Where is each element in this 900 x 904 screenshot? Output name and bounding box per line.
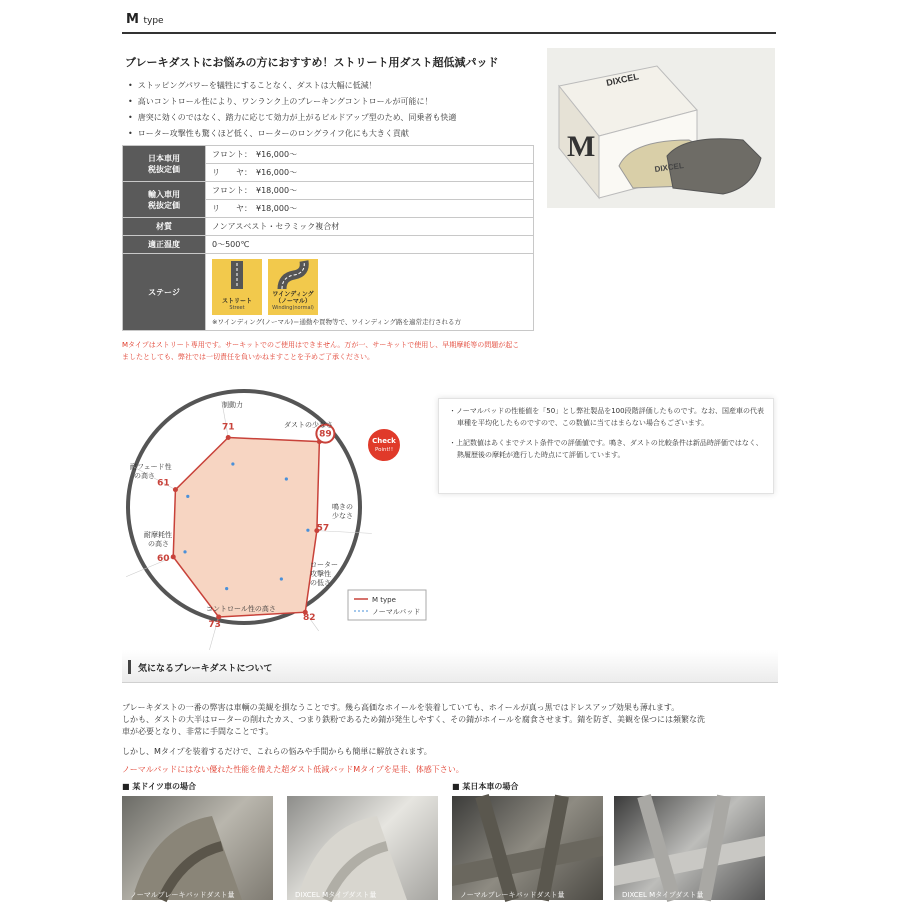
photo-caption: DIXCEL Mタイプダスト量 <box>622 891 704 899</box>
normal-point <box>280 577 283 580</box>
stage-winding-label: ワインディング （ノーマル） <box>272 291 314 305</box>
section-dust-title: 気になるブレーキダストについて <box>138 664 273 674</box>
photo-caption: ノーマルブレーキパッドダスト量 <box>460 891 565 899</box>
stage-winding-badge <box>268 259 318 315</box>
m-type-value-label: 89 <box>319 429 332 440</box>
stage-winding-en: Winding(normal) <box>272 305 314 311</box>
dust-explanation <box>122 702 778 776</box>
jp-front-price: フロント： ¥16,000～ <box>206 146 534 164</box>
chart-legend <box>348 590 426 620</box>
normal-point <box>231 462 234 465</box>
feature-item: • 高いコントロール性により、ワンランク上のブレーキングコントロールが可能に！ <box>128 94 456 110</box>
import-front-price: フロント： ¥18,000～ <box>206 182 534 200</box>
wheel-photo-german-normal <box>122 796 273 900</box>
note-item: ・上記数値はあくまでテスト条件での評価値です。鳴き、ダストの比較条件は新品時評価ではなく、熱履歴後の摩耗が進行した時点にて評価しています。 <box>449 439 763 459</box>
wheel-photo-japanese-mtype <box>614 796 765 900</box>
title-main: M <box>126 12 139 27</box>
wheel-photo-japanese-normal <box>452 796 603 900</box>
jp-price-header: 日本車用 税抜定価 <box>123 146 206 182</box>
normal-point <box>225 587 228 590</box>
m-type-value-label: 71 <box>221 422 235 433</box>
section-marker <box>128 660 131 674</box>
m-type-value-label: 60 <box>156 553 170 564</box>
section-header-dust <box>122 650 778 683</box>
feature-item: • ストッピングパワーを犠牲にすることなく、ダストは大幅に低減！ <box>128 78 456 94</box>
feature-item: • ローター攻撃性も驚くほど低く、ローターのロングライフ化にも大きく貢献 <box>128 126 456 142</box>
m-type-point <box>171 554 176 559</box>
svg-text:Point!!: Point!! <box>374 447 394 453</box>
photo-caption: DIXCEL Mタイプダスト量 <box>295 891 377 899</box>
axis-dust: ダストの少なさ <box>284 421 333 429</box>
stage-street-badge <box>212 259 262 315</box>
performance-radar-chart <box>122 385 421 650</box>
product-photo <box>547 48 775 208</box>
import-price-header: 輸入車用 税抜定価 <box>123 182 206 218</box>
m-type-value-label: 57 <box>316 523 330 534</box>
paragraph: しかも、ダストの大半はローターの削れたカス、つまり鉄粉であるため錆が発生しやすく、その錆がホイールを腐食させます。錆を防ぎ、美観を保つには頻繁な洗 <box>122 715 705 724</box>
section-title <box>126 12 164 27</box>
german-car-caption: ■ 某ドイツ車の場合 <box>122 782 196 791</box>
normal-point <box>183 550 186 553</box>
normal-point <box>186 495 189 498</box>
spec-table <box>122 145 534 331</box>
winding-road-icon <box>268 259 318 291</box>
page <box>122 0 778 900</box>
legend-normal: ノーマルパッド <box>372 608 421 616</box>
stage-street-label: ストリート <box>221 298 252 305</box>
m-type-value-label: 82 <box>303 613 316 624</box>
temp-value: 0～500℃ <box>206 236 534 254</box>
feature-item: • 唐突に効くのではなく、踏力に応じて効力が上がるビルドアップ型のため、同乗者も快適 <box>128 110 456 126</box>
chart-notes <box>438 398 774 494</box>
box-brand: DIXCEL <box>605 71 640 88</box>
check-point-badge <box>367 428 401 462</box>
paragraph: ブレーキダストの一番の弊害は車輌の美観を損なうことです。幾ら高価なホイールを装着していても、ホイールが真っ黒ではドレスアップ効果も薄れます。 <box>122 703 680 712</box>
material-value: ノンアスベスト・セラミック複合材 <box>206 218 534 236</box>
stage-cell <box>206 254 534 331</box>
stage-note: ※ワインディング(ノーマル)＝通勤や買物等で、ワインディング路を適常走行される方 <box>212 318 462 326</box>
highlight-paragraph: ノーマルパッドにはない優れた性能を備えた超ダスト低減パッドMタイプを是非、体感下さい。 <box>122 765 464 774</box>
road-icon <box>212 259 262 291</box>
axis-fade: 耐フェード性の高さ <box>130 463 172 480</box>
m-type-value-label: 61 <box>157 478 170 489</box>
material-header: 材質 <box>123 218 206 236</box>
m-type-value-label: 73 <box>208 619 221 630</box>
photo-caption: ノーマルブレーキパッドダスト量 <box>130 891 235 899</box>
svg-text:Check: Check <box>372 437 396 445</box>
axis-rotor: ローター攻撃性の低さ <box>310 561 338 587</box>
jp-rear-price: リ ヤ： ¥16,000～ <box>206 164 534 182</box>
m-type-point <box>173 487 178 492</box>
normal-point <box>306 529 309 532</box>
paragraph: しかし、Mタイプを装着するだけで、これらの悩みや手間からも簡単に解放されます。 <box>122 747 432 756</box>
legend-mtype: M type <box>372 596 396 604</box>
m-type-point <box>216 614 221 619</box>
note-item: ・ノーマルパッドの性能値を「50」とし弊社製品を100段階評価したものです。なお、国産車の代表車種を平均化したものですので、この数値に当てはまらない場合もございます。 <box>449 407 765 427</box>
temp-header: 適正温度 <box>123 236 206 254</box>
warning-text <box>122 339 519 363</box>
feature-list <box>128 78 456 142</box>
japanese-car-caption: ■ 某日本車の場合 <box>452 782 519 791</box>
warning-line: Mタイプはストリート専用です。サーキットでのご使用はできません。万が一、サーキットで使用し、早期摩耗等の問題が起こ <box>122 341 520 349</box>
title-sub: type <box>143 16 164 26</box>
m-type-point <box>226 435 231 440</box>
axis-noise: 鳴きの少なさ <box>332 503 353 520</box>
section-header <box>122 8 776 34</box>
axis-control: コントロール性の高さ <box>206 605 276 613</box>
axis-braking: 制動力 <box>222 401 243 409</box>
paragraph: 車が必要となり、非常に手間なことです。 <box>122 727 274 736</box>
warning-line: ましたとしても、弊社では一切責任を負いかねますことを予めご了承ください。 <box>122 353 374 361</box>
box-label: M <box>567 130 596 163</box>
wheel-photo-german-mtype <box>287 796 438 900</box>
intro-title: ブレーキダストにお悩みの方におすすめ！ストリート用ダスト超低減パッド <box>125 56 499 69</box>
stage-street-en: Street <box>229 305 245 311</box>
import-rear-price: リ ヤ： ¥18,000～ <box>206 200 534 218</box>
stage-header: ステージ <box>123 254 206 331</box>
svg-text:DIXCEL: DIXCEL <box>654 160 685 174</box>
axis-wear: 耐摩耗性の高さ <box>144 531 172 548</box>
normal-point <box>285 477 288 480</box>
